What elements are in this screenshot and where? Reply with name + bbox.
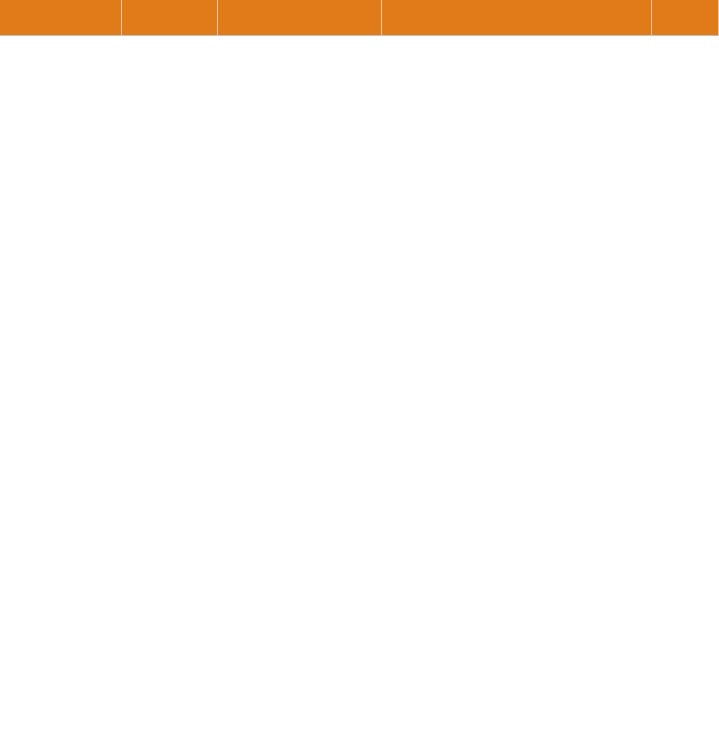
column-header-location[interactable] (218, 0, 382, 35)
column-header-purpose[interactable] (382, 0, 652, 35)
header-row (0, 0, 719, 36)
column-header-no[interactable] (122, 0, 218, 35)
column-header-category[interactable] (652, 0, 719, 35)
column-header-device[interactable] (0, 0, 122, 35)
